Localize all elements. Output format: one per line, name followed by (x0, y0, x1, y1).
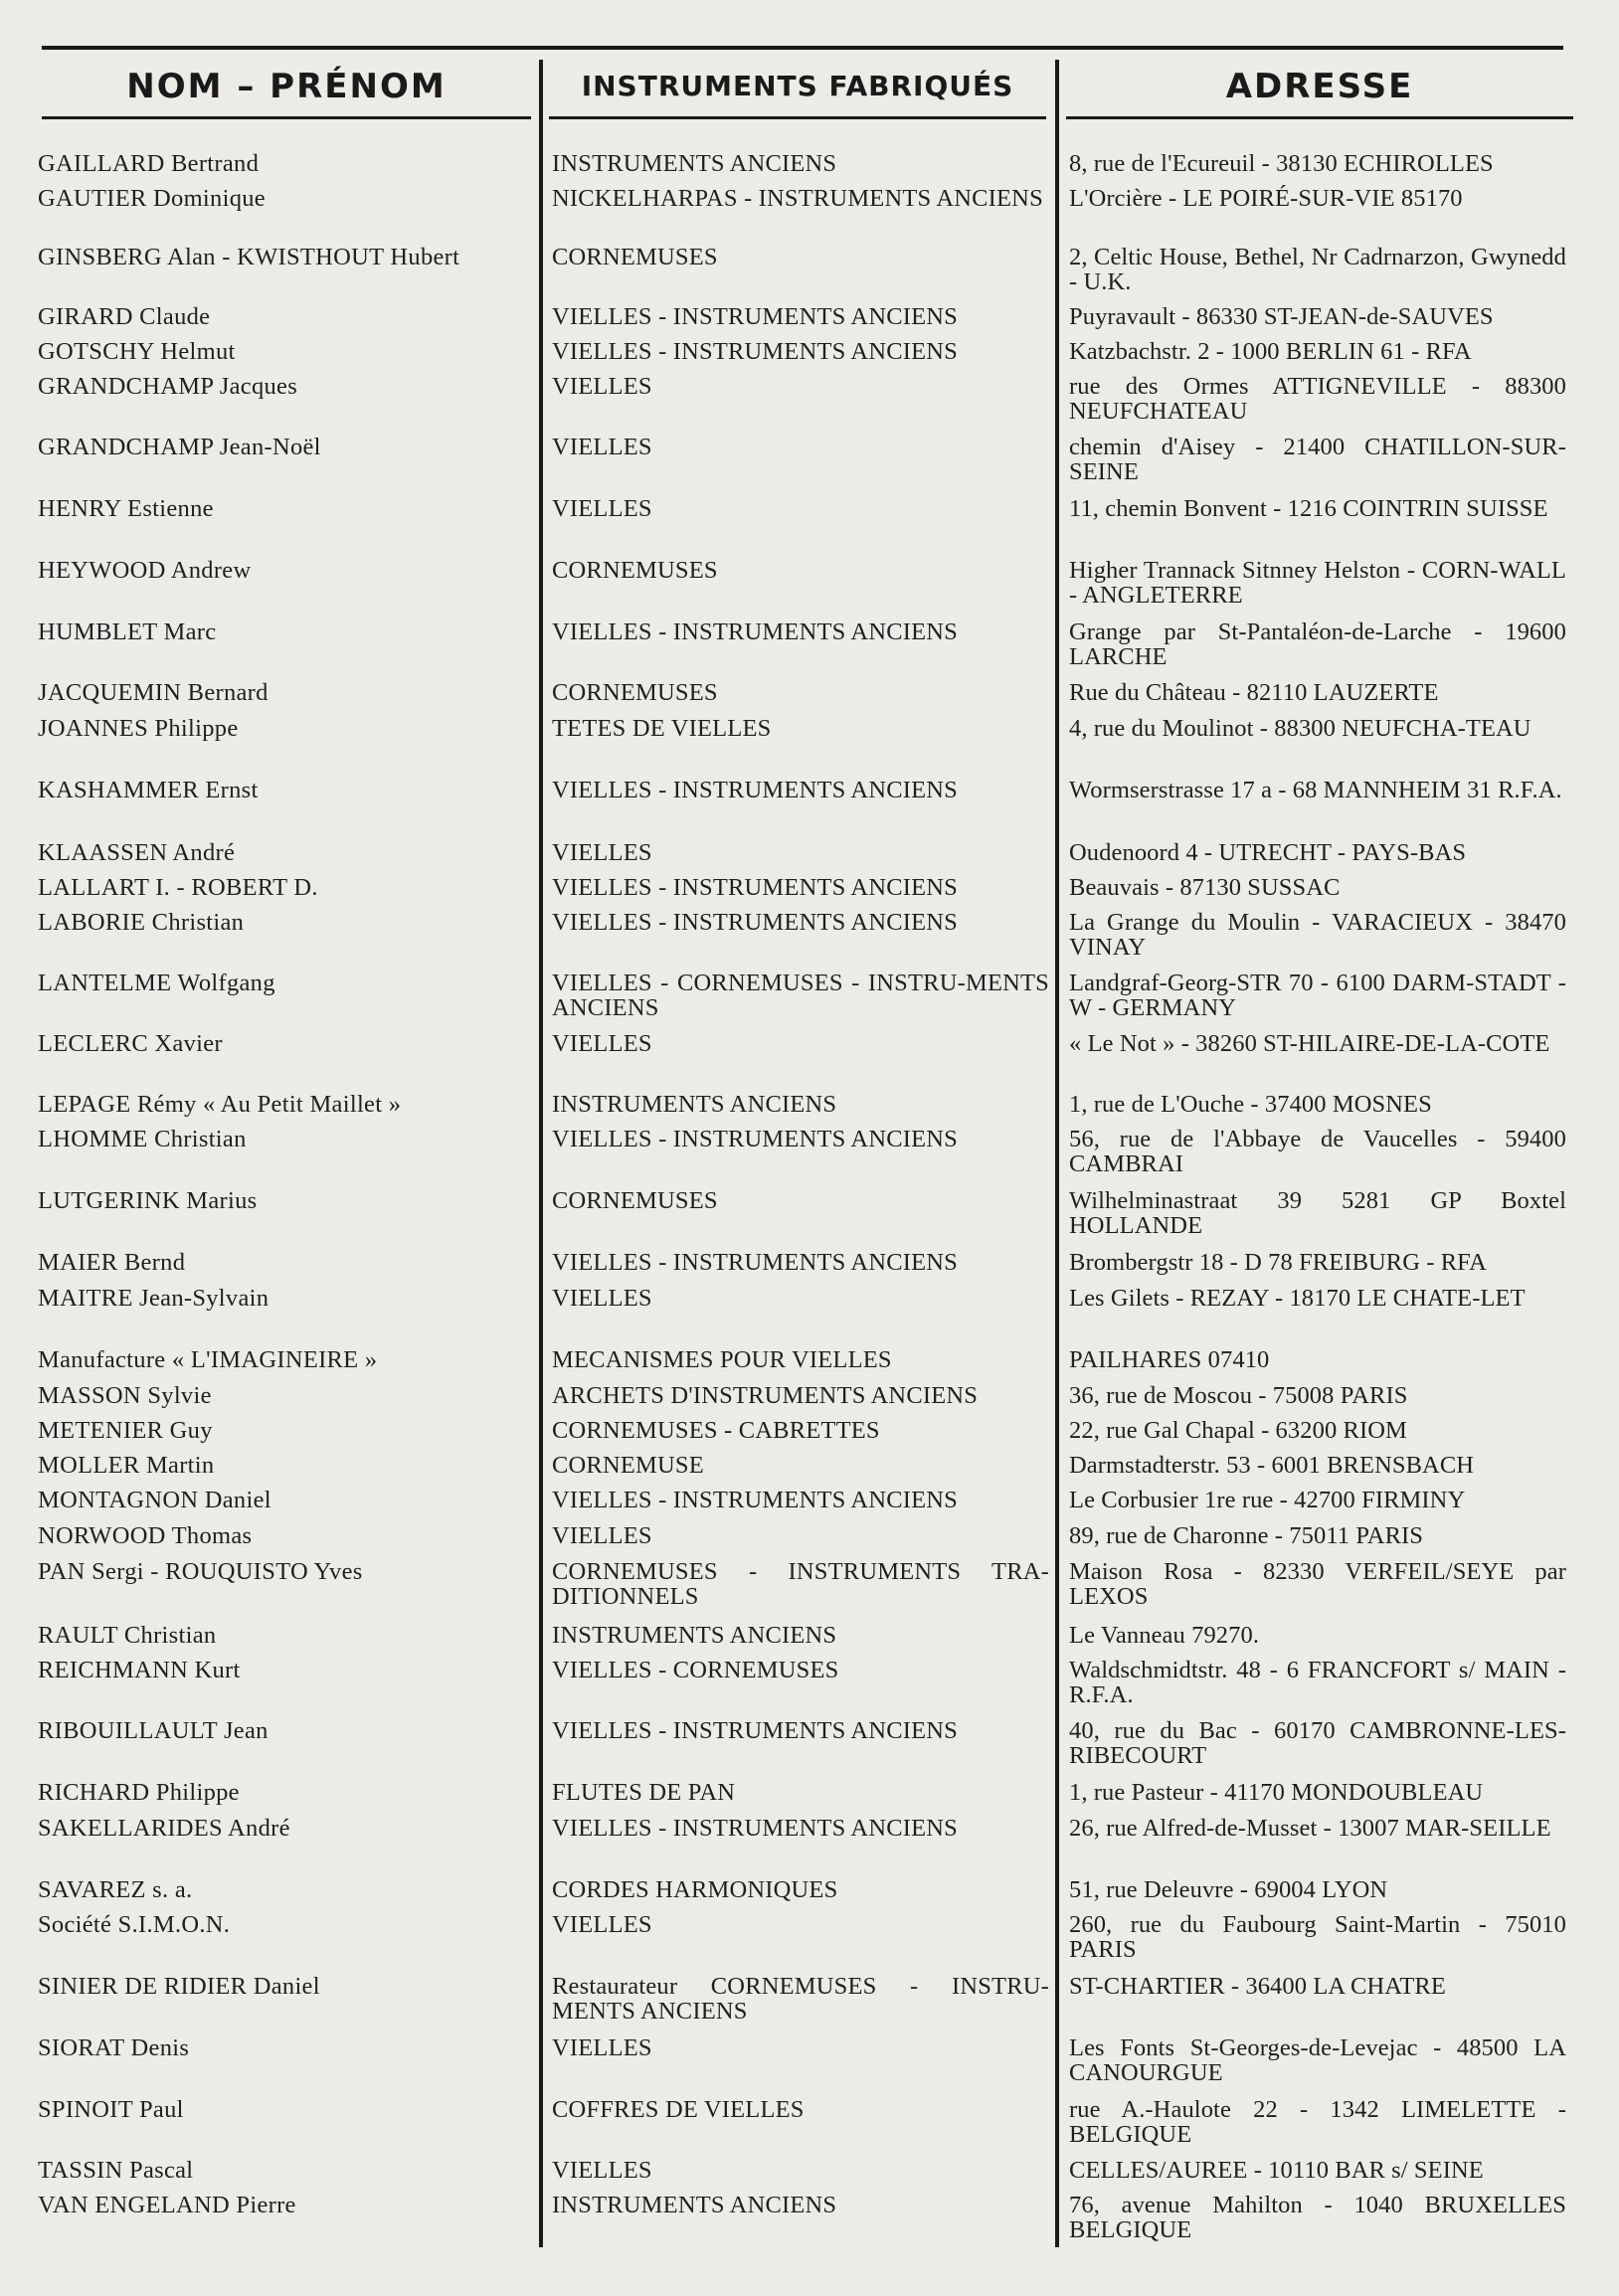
instruments-made: INSTRUMENTS ANCIENS (552, 2192, 837, 2218)
instruments-made: VIELLES - CORNEMUSES (552, 1657, 839, 1683)
header-name: NOM – PRÉNOM (126, 67, 447, 106)
address: « Le Not » - 38260 ST-HILAIRE-DE-LA-COTE (1069, 1030, 1550, 1057)
instruments-made: VIELLES (552, 495, 652, 522)
maker-name: GAILLARD Bertrand (38, 150, 260, 177)
maker-name: MONTAGNON Daniel (38, 1487, 271, 1513)
maker-name: LANTELME Wolfgang (38, 970, 275, 996)
instruments-made: VIELLES - INSTRUMENTS ANCIENS (552, 909, 959, 936)
maker-name: MOLLER Martin (38, 1452, 215, 1479)
maker-name: MAITRE Jean-Sylvain (38, 1285, 270, 1312)
address: 22, rue Gal Chapal - 63200 RIOM (1069, 1417, 1407, 1444)
address: PAILHARES 07410 (1069, 1346, 1270, 1373)
address: Wormserstrasse 17 a - 68 MANNHEIM 31 R.F.A. (1069, 777, 1562, 803)
instruments-made: VIELLES - INSTRUMENTS ANCIENS (552, 303, 959, 330)
address: Le Vanneau 79270. (1069, 1622, 1260, 1649)
address: 51, rue Deleuvre - 69004 LYON (1069, 1876, 1388, 1903)
maker-name: GRANDCHAMP Jean-Noël (38, 434, 321, 460)
maker-name: SPINOIT Paul (38, 2096, 184, 2123)
address: ST-CHARTIER - 36400 LA CHATRE (1069, 1973, 1446, 2000)
instruments-made: COFFRES DE VIELLES (552, 2096, 805, 2123)
maker-name: HUMBLET Marc (38, 618, 217, 645)
address: chemin d'Aisey - 21400 CHATILLON-SUR-SEINE (1069, 434, 1566, 485)
address: 40, rue du Bac - 60170 CAMBRONNE-LES-RIBECOURT (1069, 1717, 1566, 1769)
maker-name: SIORAT Denis (38, 2034, 190, 2061)
header-address: ADRESSE (1225, 67, 1414, 106)
instruments-made: VIELLES (552, 2034, 652, 2061)
column-divider-2 (1055, 60, 1059, 2247)
address: 1, rue Pasteur - 41170 MONDOUBLEAU (1069, 1779, 1484, 1806)
instruments-made: INSTRUMENTS ANCIENS (552, 150, 837, 177)
maker-name: REICHMANN Kurt (38, 1657, 241, 1683)
instruments-made: INSTRUMENTS ANCIENS (552, 1622, 837, 1649)
maker-name: GINSBERG Alan - KWISTHOUT Hubert (38, 244, 460, 270)
address: Maison Rosa - 82330 VERFEIL/SEYE par LEXOS (1069, 1558, 1566, 1610)
instruments-made: VIELLES - INSTRUMENTS ANCIENS (552, 1126, 959, 1152)
maker-name: SAVAREZ s. a. (38, 1876, 193, 1903)
instruments-made: VIELLES - INSTRUMENTS ANCIENS (552, 1717, 959, 1744)
address: 4, rue du Moulinot - 88300 NEUFCHA-TEAU (1069, 715, 1531, 742)
instruments-made: INSTRUMENTS ANCIENS (552, 1091, 837, 1118)
address: 11, chemin Bonvent - 1216 COINTRIN SUISSE (1069, 495, 1548, 522)
address: Le Corbusier 1re rue - 42700 FIRMINY (1069, 1487, 1466, 1513)
instruments-made: CORDES HARMONIQUES (552, 1876, 838, 1903)
instruments-made: VIELLES (552, 839, 652, 866)
instruments-made: FLUTES DE PAN (552, 1779, 736, 1806)
instruments-made: VIELLES (552, 1911, 652, 1938)
address: 260, rue du Faubourg Saint-Martin - 75010 PARIS (1069, 1911, 1566, 1963)
instruments-made: VIELLES - INSTRUMENTS ANCIENS (552, 1249, 959, 1276)
maker-name: VAN ENGELAND Pierre (38, 2192, 296, 2218)
maker-name: LHOMME Christian (38, 1126, 247, 1152)
address: rue A.-Haulote 22 - 1342 LIMELETTE - BELGIQUE (1069, 2096, 1566, 2148)
instruments-made: VIELLES - INSTRUMENTS ANCIENS (552, 777, 959, 803)
maker-name: SINIER DE RIDIER Daniel (38, 1973, 320, 2000)
address: Wilhelminastraat 39 5281 GP Boxtel HOLLANDE (1069, 1187, 1566, 1239)
maker-name: TASSIN Pascal (38, 2157, 194, 2184)
instruments-made: CORNEMUSES (552, 557, 718, 584)
maker-name: SAKELLARIDES André (38, 1815, 290, 1842)
instruments-made: VIELLES (552, 1030, 652, 1057)
instruments-made: CORNEMUSES (552, 1187, 718, 1214)
instruments-made: CORNEMUSES (552, 679, 718, 706)
instruments-made: VIELLES - INSTRUMENTS ANCIENS (552, 874, 959, 901)
maker-name: GAUTIER Dominique (38, 185, 266, 212)
instruments-made: CORNEMUSE (552, 1452, 704, 1479)
maker-name: GIRARD Claude (38, 303, 211, 330)
maker-name: KASHAMMER Ernst (38, 777, 259, 803)
maker-name: RAULT Christian (38, 1622, 217, 1649)
address: Puyravault - 86330 ST-JEAN-de-SAUVES (1069, 303, 1494, 330)
address: Rue du Château - 82110 LAUZERTE (1069, 679, 1439, 706)
address: rue des Ormes ATTIGNEVILLE - 88300 NEUFCHATEAU (1069, 373, 1566, 425)
instruments-made: VIELLES - CORNEMUSES - INSTRU-MENTS ANCIENS (552, 970, 1049, 1021)
instruments-made: CORNEMUSES - CABRETTES (552, 1417, 880, 1444)
instruments-made: TETES DE VIELLES (552, 715, 772, 742)
address: Les Gilets - REZAY - 18170 LE CHATE-LET (1069, 1285, 1526, 1312)
maker-name: MASSON Sylvie (38, 1382, 212, 1409)
maker-name: GOTSCHY Helmut (38, 338, 236, 365)
address: Les Fonts St-Georges-de-Levejac - 48500 LA CANOURGUE (1069, 2034, 1566, 2086)
header-underline-name (42, 116, 531, 119)
maker-name: MAIER Bernd (38, 1249, 186, 1276)
address: L'Orcière - LE POIRÉ-SUR-VIE 85170 (1069, 185, 1463, 212)
maker-name: HEYWOOD Andrew (38, 557, 252, 584)
maker-name: RIBOUILLAULT Jean (38, 1717, 269, 1744)
header-underline-instruments (549, 116, 1046, 119)
column-divider-1 (539, 60, 543, 2247)
address: 26, rue Alfred-de-Musset - 13007 MAR-SEILLE (1069, 1815, 1551, 1842)
instruments-made: VIELLES (552, 2157, 652, 2184)
maker-name: LALLART I. - ROBERT D. (38, 874, 318, 901)
address: 8, rue de l'Ecureuil - 38130 ECHIROLLES (1069, 150, 1494, 177)
maker-name: LABORIE Christian (38, 909, 245, 936)
address: 1, rue de L'Ouche - 37400 MOSNES (1069, 1091, 1432, 1118)
address: Oudenoord 4 - UTRECHT - PAYS-BAS (1069, 839, 1467, 866)
instruments-made: Restaurateur CORNEMUSES - INSTRU-MENTS ANCIENS (552, 1973, 1049, 2025)
instruments-made: CORNEMUSES (552, 244, 718, 270)
address: 76, avenue Mahilton - 1040 BRUXELLES BELGIQUE (1069, 2192, 1566, 2243)
maker-name: RICHARD Philippe (38, 1779, 240, 1806)
maker-name: HENRY Estienne (38, 495, 214, 522)
maker-name: LECLERC Xavier (38, 1030, 223, 1057)
maker-name: Société S.I.M.O.N. (38, 1911, 231, 1938)
header-underline-address (1066, 116, 1573, 119)
address: 89, rue de Charonne - 75011 PARIS (1069, 1522, 1424, 1549)
address: Brombergstr 18 - D 78 FREIBURG - RFA (1069, 1249, 1487, 1276)
address: Katzbachstr. 2 - 1000 BERLIN 61 - RFA (1069, 338, 1472, 365)
address: 36, rue de Moscou - 75008 PARIS (1069, 1382, 1408, 1409)
address: 2, Celtic House, Bethel, Nr Cadrnarzon, Gwynedd - U.K. (1069, 244, 1566, 295)
instruments-made: ARCHETS D'INSTRUMENTS ANCIENS (552, 1382, 979, 1409)
maker-name: GRANDCHAMP Jacques (38, 373, 298, 400)
address: Higher Trannack Sitnney Helston - CORN-WALL - ANGLETERRE (1069, 557, 1566, 609)
maker-name: METENIER Guy (38, 1417, 213, 1444)
maker-name: LEPAGE Rémy « Au Petit Maillet » (38, 1091, 402, 1118)
address: Grange par St-Pantaléon-de-Larche - 19600 LARCHE (1069, 618, 1566, 670)
instruments-made: VIELLES - INSTRUMENTS ANCIENS (552, 338, 959, 365)
maker-name: NORWOOD Thomas (38, 1522, 253, 1549)
instruments-made: NICKELHARPAS - INSTRUMENTS ANCIENS (552, 185, 1043, 212)
maker-name: JACQUEMIN Bernard (38, 679, 269, 706)
address: CELLES/AUREE - 10110 BAR s/ SEINE (1069, 2157, 1484, 2184)
instruments-made: CORNEMUSES - INSTRUMENTS TRA-DITIONNELS (552, 1558, 1049, 1610)
maker-name: JOANNES Philippe (38, 715, 239, 742)
instruments-made: VIELLES - INSTRUMENTS ANCIENS (552, 1487, 959, 1513)
maker-name: LUTGERINK Marius (38, 1187, 258, 1214)
top-rule (42, 46, 1563, 50)
address: Darmstadterstr. 53 - 6001 BRENSBACH (1069, 1452, 1475, 1479)
instruments-made: VIELLES - INSTRUMENTS ANCIENS (552, 618, 959, 645)
address: Beauvais - 87130 SUSSAC (1069, 874, 1341, 901)
instruments-made: VIELLES (552, 373, 652, 400)
instruments-made: VIELLES (552, 434, 652, 460)
maker-name: PAN Sergi - ROUQUISTO Yves (38, 1558, 363, 1585)
address: La Grange du Moulin - VARACIEUX - 38470 VINAY (1069, 909, 1566, 961)
instruments-made: VIELLES (552, 1285, 652, 1312)
address: 56, rue de l'Abbaye de Vaucelles - 59400 CAMBRAI (1069, 1126, 1566, 1177)
header-instruments: INSTRUMENTS FABRIQUÉS (581, 70, 1014, 102)
instruments-made: VIELLES (552, 1522, 652, 1549)
maker-name: KLAASSEN André (38, 839, 236, 866)
address: Waldschmidtstr. 48 - 6 FRANCFORT s/ MAIN - R.F.A. (1069, 1657, 1566, 1708)
address: Landgraf-Georg-STR 70 - 6100 DARM-STADT - W - GERMANY (1069, 970, 1566, 1021)
instruments-made: MECANISMES POUR VIELLES (552, 1346, 892, 1373)
maker-name: Manufacture « L'IMAGINEIRE » (38, 1346, 378, 1373)
instruments-made: VIELLES - INSTRUMENTS ANCIENS (552, 1815, 959, 1842)
